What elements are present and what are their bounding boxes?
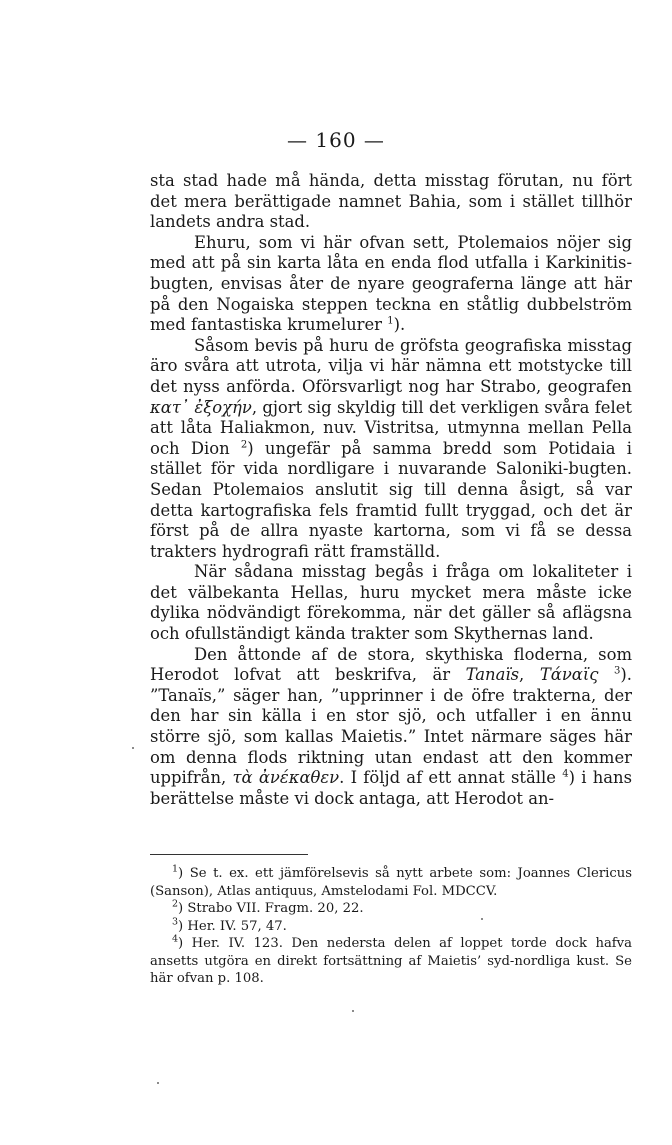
paragraph-5-text-c: . I följd af ett annat ställe bbox=[339, 768, 556, 788]
footnote-ref-1: 1 bbox=[387, 315, 394, 327]
footnote-mark: 2 bbox=[172, 898, 179, 910]
paragraph-5-text-b: ). ”Tanaïs,” säger han, ”upprinner i de öfre trakterna, der den har sin källa i en stor sjö, och utfaller i en ännu större sjö, som kallas Maietis.” Intet närmare säges här om denna flods riktning utan endast att den kommer uppifrån, bbox=[150, 665, 632, 788]
paragraph-4: När sådana misstag begås i fråga om lokaliteter i det välbekanta Hellas, huru mycket mera måste icke dylika nödvändigt förekomma, när det gäller så aflägsna och ofullständigt kända trakter som Skythernas land. bbox=[150, 562, 632, 644]
footnote-mark: 3 bbox=[172, 916, 179, 928]
footnote-mark: 1 bbox=[172, 863, 179, 875]
footnote-text: ) Strabo VII. Fragm. 20, 22. bbox=[178, 901, 364, 916]
footnote-1 bbox=[150, 865, 632, 900]
footnote-3 bbox=[150, 918, 632, 936]
body-text bbox=[150, 171, 632, 809]
footnote-mark: 4 bbox=[172, 933, 179, 945]
greek-word-tanais: Τάναϊς bbox=[539, 665, 599, 685]
paragraph-2-text: Ehuru, som vi här ofvan sett, Ptolemaios nöjer sig med att på sin karta låta en enda flod utfalla i Karkinitis-bugten, envisas åter de nyare geograferna länge att här på den Nogaiska steppen teckna en ståtlig dubbelström med fantastiska krumelurer bbox=[150, 232, 632, 335]
paper-speck bbox=[352, 1010, 354, 1012]
footnote-text: ) Her. IV. 57, 47. bbox=[178, 918, 287, 934]
paragraph-2-end: ). bbox=[393, 315, 406, 335]
paragraph-3-text-a: Såsom bevis på huru de gröfsta geografiska misstag äro svåra att utrota, vilja vi här nämna ett motstycke till det nyss anförda. Oförsvarligt nog har Strabo, geografen bbox=[150, 335, 632, 396]
paragraph-2 bbox=[150, 233, 632, 336]
paragraph-3 bbox=[150, 336, 632, 563]
paper-speck bbox=[481, 918, 483, 920]
footnote-2 bbox=[150, 900, 632, 918]
footnote-4 bbox=[150, 935, 632, 988]
footnote-ref-2: 2 bbox=[240, 439, 248, 451]
comma: , bbox=[519, 665, 525, 685]
greek-phrase-ta-anekathen: τὰ ἀνέκαθεν bbox=[232, 768, 340, 788]
footnote-ref-3: 3 bbox=[614, 665, 621, 677]
paragraph-3-text-c: ) ungefär på samma bredd som Potidaia i stället för vida nordligare i nuvarande Saloniki-bugten. Sedan Ptolemaios anslutit sig till denna åsigt, så var detta kartografiska fels framtid fullt tryggad, och det är först på de allra nyaste kartorna, som vi få se dessa trakters hydrografi rätt framställd. bbox=[150, 438, 633, 561]
footnote-ref-4: 4 bbox=[562, 768, 569, 780]
paragraph-5-text-d: ) i hans berättelse måste vi dock antaga, att Herodot an- bbox=[150, 768, 632, 808]
greek-phrase-kat-exochen: κατ᾽ ἐξοχήν bbox=[150, 397, 252, 417]
paragraph-1: sta stad hade må hända, detta misstag förutan, nu fört det mera berättigade namnet Bahia, som i stället tillhör landets andra stad. bbox=[150, 171, 632, 232]
footnote-divider bbox=[150, 854, 308, 855]
footnote-text: ) Her. IV. 123. Den nedersta delen af loppet torde dock hafva ansetts utgöra en direkt fortsättning af Maietis’ syd-nordliga kust. Se här ofvan p. 108. bbox=[150, 936, 632, 986]
paper-speck bbox=[157, 1082, 159, 1084]
paper-speck bbox=[132, 747, 134, 749]
footnotes bbox=[150, 865, 632, 988]
page-number: — 160 — bbox=[287, 128, 385, 152]
footnote-text: ) Se t. ex. ett jämförelsevis så nytt arbete som: Joannes Clericus (Sanson), Atlas antiquus, Amstelodami Fol. MDCCV. bbox=[150, 866, 632, 899]
tanais-italic: Tanaïs bbox=[465, 665, 520, 685]
paragraph-3-text-b: , gjort sig skyldig till det verkligen svåra felet att låta Haliakmon, nuv. Vistritsa, utmynna mellan Pella och Dion bbox=[150, 397, 633, 458]
paragraph-5 bbox=[150, 645, 632, 810]
paragraph-5-text-a: Den åttonde af de stora, skythiska floderna, som Herodot lofvat att beskrifva, är bbox=[150, 644, 632, 685]
